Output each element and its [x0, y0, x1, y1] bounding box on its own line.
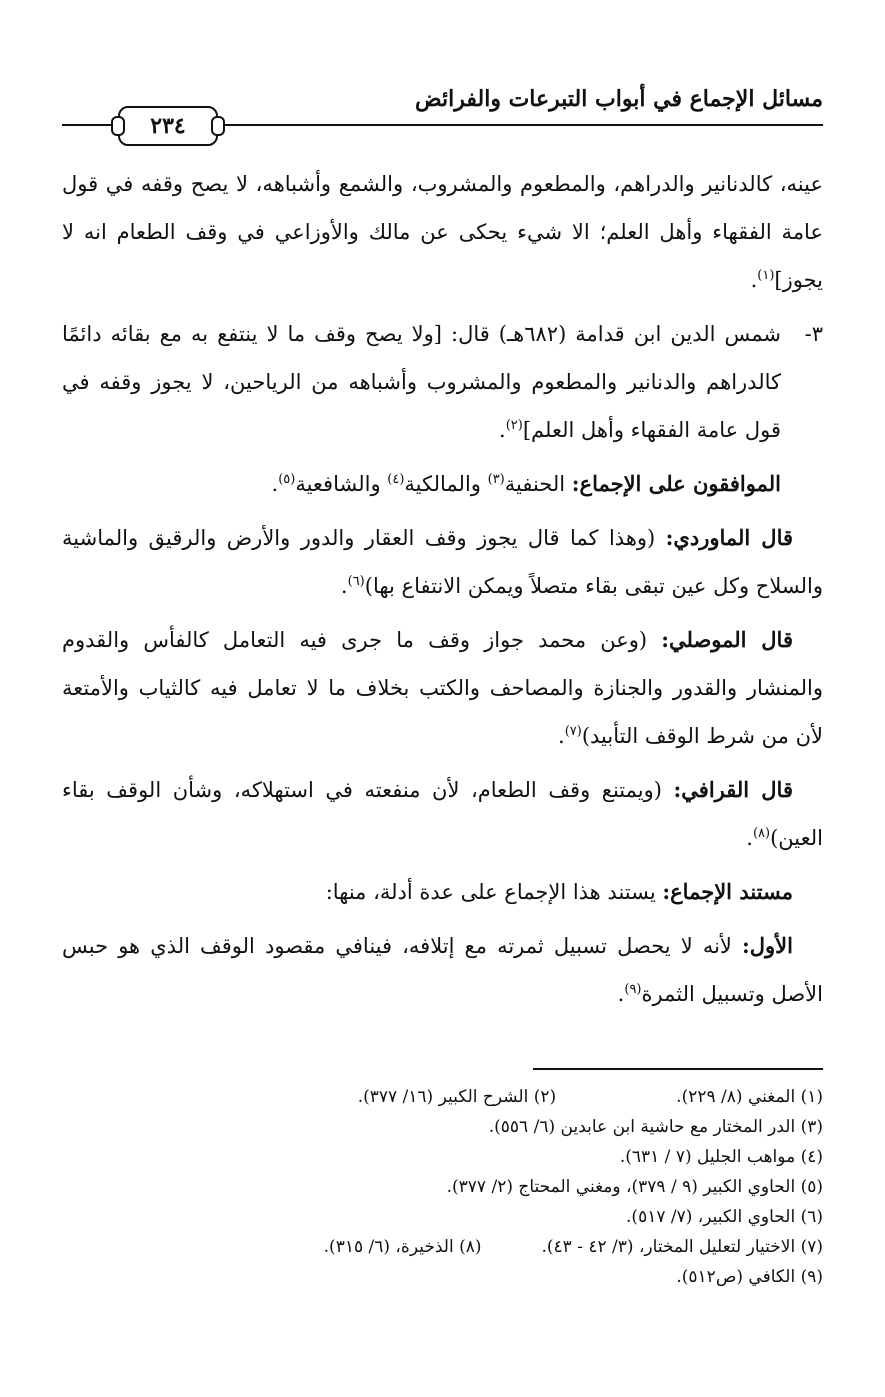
- quote-label: قال القرافي:: [673, 777, 793, 802]
- footnote-line: [62, 1262, 823, 1292]
- footnote-ref: (١): [757, 268, 775, 283]
- footnote-2: (٢) الشرح الكبير (١٦/ ٣٧٧).: [357, 1087, 557, 1107]
- consensus-basis: مستند الإجماع: يستند هذا الإجماع على عدة أدلة، منها:: [325, 879, 793, 904]
- footnote-ref: (٤): [387, 472, 405, 487]
- footnote-9: (٩) الكافي (ص٥١٢).: [676, 1267, 823, 1287]
- footnote-ref: (٥): [278, 472, 296, 487]
- paragraph-continuation: عينه، كالدنانير والدراهم، والمطعوم والمشروب، والشمع وأشباهه، لا يصح وقفه في قول عامة الفقهاء وأهل العلم؛ الا شيء يحكى عن مالك والأوزاعي في وقف الطعام انه لا يجوز]$^{(١)}$.: [62, 172, 823, 292]
- quote-label: قال الموصلي:: [661, 627, 793, 652]
- footnote-line: [62, 1202, 823, 1232]
- footnote-ref: (٢): [505, 418, 523, 433]
- footnotes: [62, 1082, 823, 1292]
- footnote-line: [62, 1142, 823, 1172]
- quote-qarafi: قال القرافي: (ويمتنع وقف الطعام، لأن منفعته في استهلاكه، وشأن الوقف بقاء العين)$^{(٨)}$.: [62, 777, 823, 850]
- quote-mawardi: قال الماوردي: (وهذا كما قال يجوز وقف العقار والدور والأرض والرقيق والماشية والسلاح وكل عين تبقى بقاء متصلاً ويمكن الانتفاع بها)$^{(٦)}$.: [62, 525, 823, 598]
- footnote-6: (٦) الحاوي الكبير، (٧/ ٥١٧).: [626, 1207, 823, 1227]
- evidence-first: الأول: لأنه لا يحصل تسبيل ثمرته مع إتلافه، فينافي مقصود الوقف الذي هو حبس الأصل وتسبيل الثمرة$^{(٩)}$.: [62, 933, 823, 1006]
- footnote-line: [62, 1112, 823, 1142]
- main-text: [62, 160, 823, 1024]
- footnote-separator: [533, 1068, 823, 1070]
- footnote-3: (٣) الدر المختار مع حاشية ابن عابدين (٦/ ٥٥٦).: [488, 1117, 823, 1137]
- list-item-ibn-qudama: ٣- شمس الدين ابن قدامة (٦٨٢هـ) قال: [ولا يصح وقف ما لا ينتفع به مع بقائه دائمًا كالدراهم والدنانير والمطعوم والمشروب وأشباهه من الرياحين، لا يجوز وقفه في قول عامة الفقهاء وأهل العلم]$^{(٢)}$.: [62, 310, 823, 454]
- footnote-line: [62, 1172, 823, 1202]
- footnote-4: (٤) مواهب الجليل (٧ / ٦٣١).: [619, 1147, 823, 1167]
- footnote-ref: (٧): [564, 724, 582, 739]
- page-number: ٢٣٤: [150, 113, 186, 139]
- footnote-1: (١) المغني (٨/ ٢٢٩).: [676, 1087, 823, 1107]
- footnote-7: (٧) الاختيار لتعليل المختار، (٣/ ٤٢ - ٤٣).: [541, 1237, 823, 1257]
- agreeing-label: الموافقون على الإجماع:: [571, 471, 781, 496]
- running-title: مسائل الإجماع في أبواب التبرعات والفرائض: [415, 86, 823, 112]
- footnote-8: (٨) الذخيرة، (٦/ ٣١٥).: [323, 1237, 482, 1257]
- list-item-number: ٣-: [804, 322, 823, 346]
- footnote-5: (٥) الحاوي الكبير (٩ / ٣٧٩)، ومغني المحتاج (٢/ ٣٧٧).: [446, 1177, 823, 1197]
- quote-label: قال الماوردي:: [665, 525, 794, 550]
- footnote-line: [62, 1232, 823, 1262]
- footnote-ref: (٩): [624, 982, 642, 997]
- agreeing-schools: الموافقون على الإجماع: الحنفية$^{(٣)}$ والمالكية$^{(٤)}$ والشافعية$^{(٥)}$.: [271, 471, 781, 496]
- section-label: الأول:: [742, 933, 793, 958]
- scholar-name: شمس الدين ابن قدامة (٦٨٢هـ): [498, 322, 781, 346]
- quote-mawsili: قال الموصلي: (وعن محمد جواز وقف ما جرى فيه التعامل كالفأس والقدوم والمنشار والقدور والجنازة والمصاحف والكتب بخلاف ما لا تعامل فيه كالثياب والأمتعة لأن من شرط الوقف التأبيد)$^{(٧)}$.: [62, 627, 823, 748]
- footnote-ref: (٦): [347, 574, 365, 589]
- footnote-ref: (٨): [752, 826, 771, 841]
- footnote-line: [62, 1082, 823, 1112]
- section-label: مستند الإجماع:: [662, 879, 793, 904]
- page-number-frame: [118, 106, 218, 146]
- footnote-ref: (٣): [487, 472, 505, 487]
